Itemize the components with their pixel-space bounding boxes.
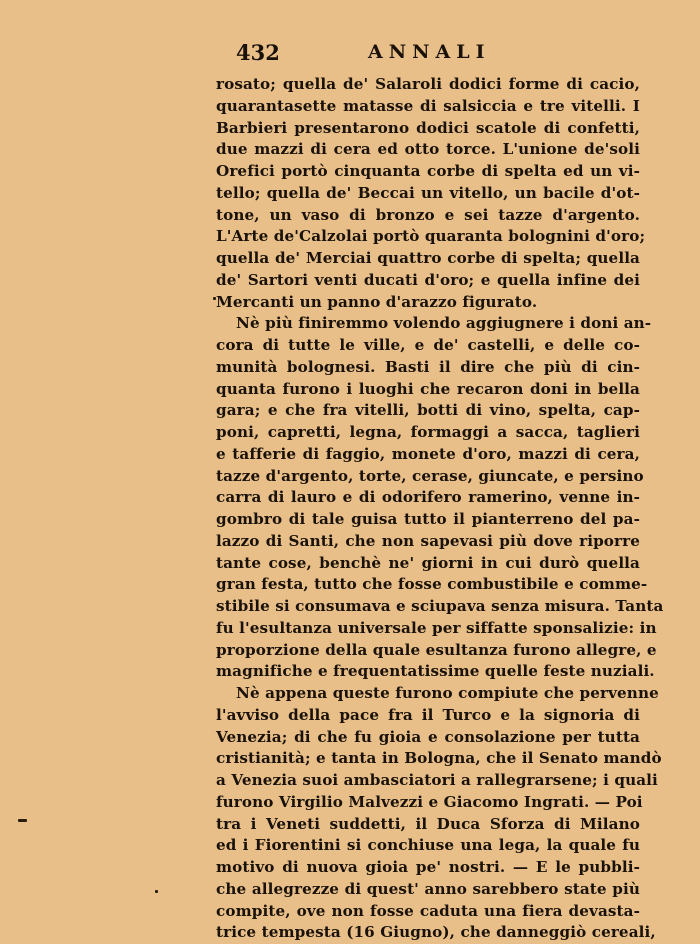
text-line: e tafferie di faggio, monete d'oro, mazzi di cera, [216,444,640,463]
text-line: due mazzi di cera ed otto torce. L'unione de'soli [216,140,640,159]
running-title: ANNALI [368,41,491,63]
text-line: tazze d'argento, torte, cerase, giuncate, e persino [216,466,644,485]
text-line: che allegrezze di quest' anno sarebbero state più [216,879,640,898]
text-line: proporzione della quale esultanza furono allegre, e [216,640,657,659]
text-line: Venezia; di che fu gioia e consolazione per tutta [216,727,640,746]
text-line: motivo di nuova gioia pe' nostri. — E le pubbli- [216,858,640,876]
text-line: gara; e che fra vitelli, botti di vino, spelta, cap- [216,401,640,420]
text-line: stibile si consumava e sciupava senza misura. Tanta [216,597,664,615]
ink-speck [18,819,27,822]
text-line: fu l'esultanza universale per siffatte sponsalizie: in [216,618,657,637]
text-line: gombro di tale guisa tutto il pianterreno del pa- [216,510,640,528]
text-line: ed i Fiorentini si conchiuse una lega, la quale fu [216,836,640,855]
text-line: quanta furono i luoghi che recaron doni in bella [216,379,640,398]
text-line: quella de' Merciai quattro corbe di spelta; quella [216,249,640,267]
text-line: Orefici portò cinquanta corbe di spelta ed un vi- [216,162,640,180]
text-line: munità bolognesi. Basti il dire che più di cin- [216,357,640,376]
text-line: tello; quella de' Beccai un vitello, un bacile d'ot- [216,183,640,202]
text-line: lazzo di Santi, che non sapevasi più dove riporre [216,531,640,550]
text-line: cristianità; e tanta in Bologna, che il Senato mandò [216,749,662,768]
ink-speck [155,890,158,893]
text-line: poni, capretti, legna, formaggi a sacca, taglieri [216,423,640,441]
text-line: L'Arte de'Calzolai portò quaranta bolognini d'oro; [216,227,646,246]
text-line: magnifiche e frequentatissime quelle feste nuziali. [216,662,655,681]
text-line: gran festa, tutto che fosse combustibile e comme- [216,575,648,594]
text-line: tante cose, benchè ne' giorni in cui durò quella [216,553,640,572]
text-line: tone, un vaso di bronzo e sei tazze d'argento. [216,205,640,224]
page-header [236,40,536,68]
text-line: furono Virgilio Malvezzi e Giacomo Ingrati. — Poi [216,792,643,811]
text-line: l'avviso della pace fra il Turco e la signoria di [216,705,640,724]
text-line: tra i Veneti suddetti, il Duca Sforza di Milano [216,814,640,833]
text-line: cora di tutte le ville, e de' castelli, e delle co- [216,336,640,354]
ink-speck [213,297,216,300]
text-line: compite, ove non fosse caduta una fiera devasta- [216,901,640,920]
text-line: trice tempesta (16 Giugno), che danneggiò cereali, [216,923,656,942]
text-line: Nè appena queste furono compiute che pervenne [236,684,659,702]
text-line: Mercanti un panno d'arazzo figurato. [216,292,538,311]
text-line: a Venezia suoi ambasciatori a rallegrarsene; i quali [216,771,658,789]
text-line: carra di lauro e di odorifero ramerino, venne in- [216,488,640,507]
text-line: de' Sartori venti ducati d'oro; e quella infine dei [216,270,640,289]
text-line: Nè più finiremmo volendo aggiugnere i doni an- [236,314,652,333]
text-line: quarantasette matasse di salsiccia e tre vitelli. I [216,96,640,115]
body-text [216,74,664,944]
page-number: 432 [236,40,280,65]
text-line: Barbieri presentarono dodici scatole di confetti, [216,118,640,137]
text-line: rosato; quella de' Salaroli dodici forme di cacio, [216,75,640,93]
